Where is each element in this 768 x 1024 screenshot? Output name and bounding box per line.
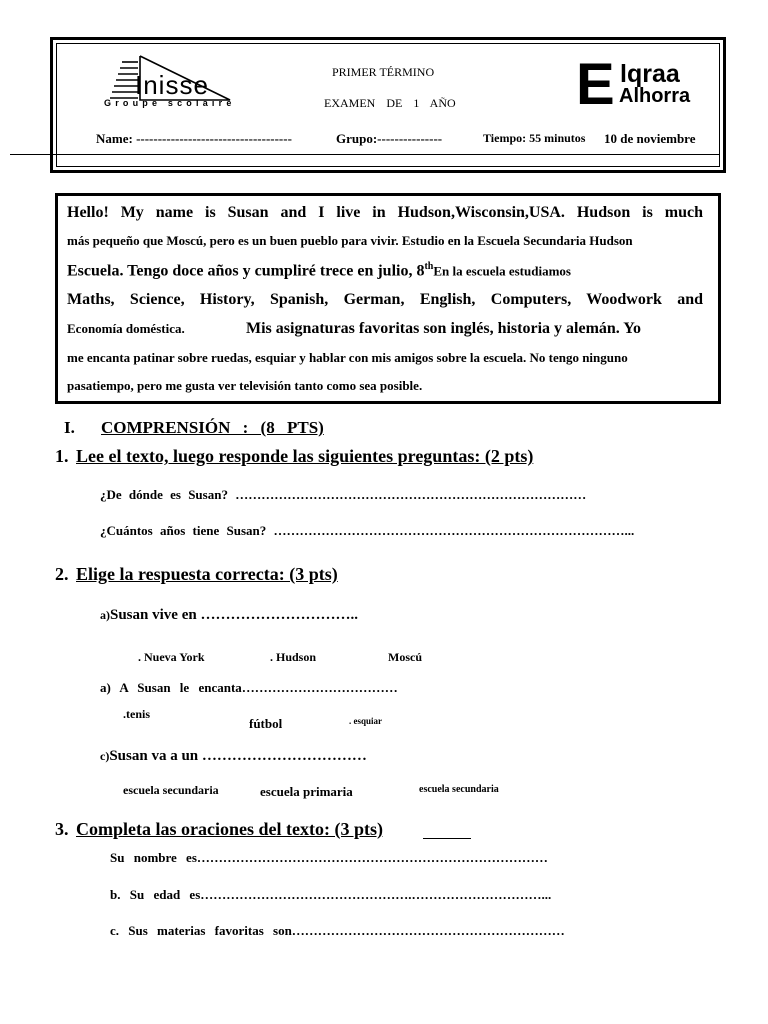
- option-2c-2[interactable]: escuela primaria: [260, 784, 353, 799]
- question-1a[interactable]: ¿De dónde es Susan? ………………………………………………………………………: [100, 487, 587, 502]
- question-2c-label: c): [100, 749, 110, 763]
- passage-line-2: más pequeño que Moscú, pero es un buen pueblo para vivir. Estudio en la Escuela Secundaria Hudson: [67, 233, 633, 248]
- passage-line-3: [67, 261, 571, 280]
- question-2-title: Elige la respuesta correcta: (3 pts): [76, 564, 338, 584]
- question-2-number: 2.: [55, 564, 69, 584]
- question-2a-label: a): [100, 608, 110, 622]
- name-field[interactable]: Name: ------------------------------------: [96, 131, 292, 146]
- question-2b-label: a): [100, 680, 111, 695]
- question-1-title: Lee el texto, luego responde las siguientes preguntas: (2 pts): [76, 446, 534, 466]
- section-number: I.: [64, 418, 75, 437]
- exam-date: 10 de noviembre: [604, 131, 696, 146]
- logo-left-subtitle: Groupe scolaire: [104, 98, 236, 108]
- question-2c-text: Susan va a un ……………………………: [109, 748, 367, 764]
- logo-right-line2: Alhorra: [619, 85, 691, 107]
- exam-term: PRIMER TÉRMINO: [332, 65, 435, 79]
- group-field[interactable]: Grupo:---------------: [336, 131, 443, 146]
- option-2b-2[interactable]: fútbol: [249, 716, 283, 731]
- option-2b-1[interactable]: .tenis: [123, 707, 150, 721]
- passage-line-5b: Mis asignaturas favoritas son inglés, historia y alemán. Yo: [246, 320, 641, 337]
- header-divider: [10, 154, 720, 155]
- question-2b: [100, 680, 398, 696]
- title-underline-extension: [423, 838, 471, 839]
- logo-left-name: Inisse: [135, 70, 209, 100]
- passage-line-5a: Economía doméstica.: [67, 321, 185, 336]
- option-2b-3[interactable]: . esquiar: [349, 716, 383, 726]
- question-1-number: 1.: [55, 446, 69, 466]
- question-3b[interactable]: b. Su edad es………………………………………….…………………………...: [110, 887, 552, 902]
- logo-right-letter: E: [576, 52, 615, 117]
- passage-line-3b: En la escuela estudiamos: [433, 263, 571, 279]
- question-3-title: Completa las oraciones del texto: (3 pts): [76, 819, 383, 839]
- option-2a-1[interactable]: . Nueva York: [138, 650, 205, 664]
- option-2a-3[interactable]: Moscú: [388, 650, 422, 664]
- passage-line-4: Maths, Science, History, Spanish, German, English, Computers, Woodwork and: [67, 291, 703, 308]
- option-2c-3[interactable]: escuela secundaria: [419, 784, 499, 795]
- passage-line-3a: Escuela. Tengo doce años y cumpliré trece en julio, 8: [67, 262, 425, 280]
- passage-line-1: Hello! My name is Susan and I live in Hudson,Wisconsin,USA. Hudson is much: [67, 204, 703, 221]
- exam-title: EXAMEN DE 1 AÑO: [324, 96, 456, 110]
- section-title: COMPRENSIÓN : (8 PTS): [101, 418, 324, 437]
- question-3-number: 3.: [55, 819, 69, 839]
- question-2b-text: A Susan le encanta………………………………: [119, 680, 398, 695]
- exam-time: Tiempo: 55 minutos: [483, 131, 586, 145]
- question-3a[interactable]: Su nombre es………………………………………………………………………: [110, 850, 548, 865]
- passage-line-3-sup: th: [424, 261, 434, 272]
- option-2c-1[interactable]: escuela secundaria: [123, 783, 219, 797]
- passage-line-7: pasatiempo, pero me gusta ver televisión tanto como sea posible.: [67, 378, 423, 393]
- question-1b[interactable]: ¿Cuántos años tiene Susan? ………………………………………………………………………...: [100, 523, 635, 538]
- question-3c[interactable]: c. Sus materias favoritas son………………………………………………………: [110, 923, 565, 938]
- passage-line-6: me encanta patinar sobre ruedas, esquiar y hablar con mis amigos sobre la escuela. No tengo ninguno: [67, 350, 628, 365]
- question-2a: [100, 607, 358, 624]
- option-2a-2[interactable]: . Hudson: [270, 650, 317, 664]
- question-2c: [100, 748, 367, 765]
- logo-right-line1: lqraa: [620, 60, 680, 88]
- question-2a-text: Susan vive en …………………………..: [110, 607, 358, 623]
